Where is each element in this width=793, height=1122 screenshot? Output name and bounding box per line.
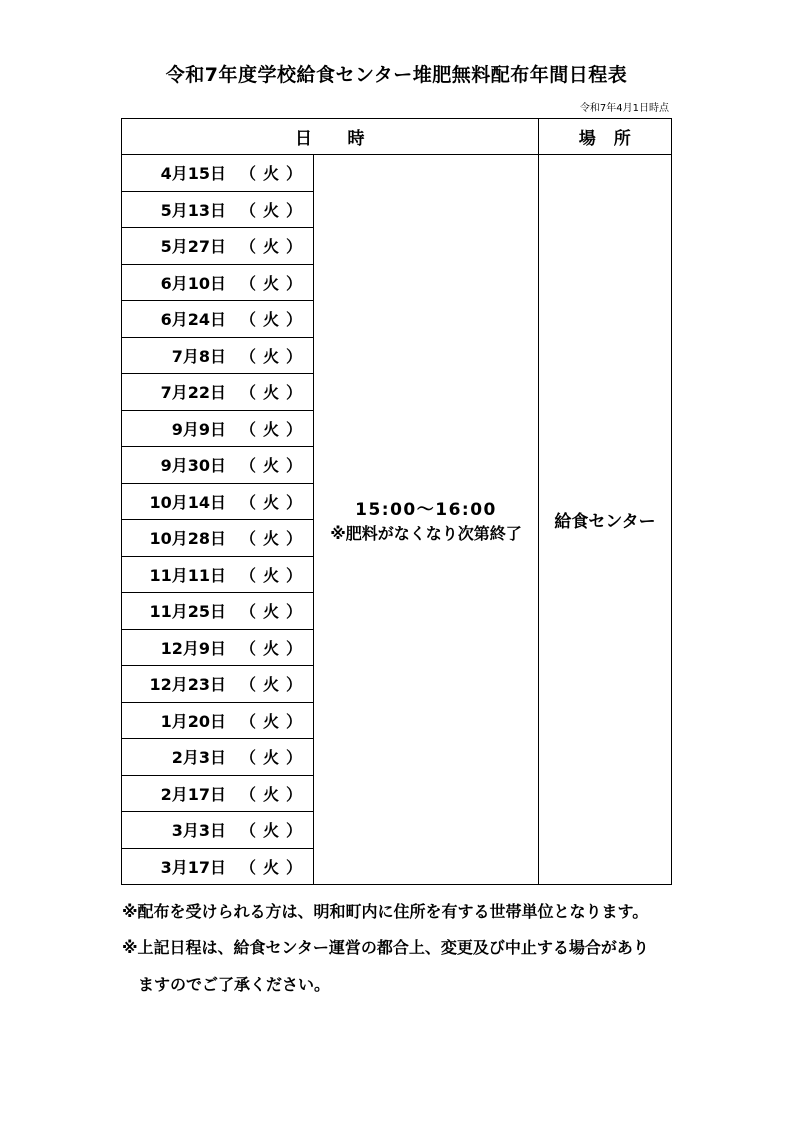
date-text: 9月30日 [160,456,226,476]
date-text: 7月22日 [160,383,226,403]
date-text: 7月8日 [171,346,226,366]
paren-open: （ [239,273,256,293]
date-cell [122,593,314,630]
paren-open: （ [239,748,256,768]
date-cell [122,520,314,557]
day-of-week: 火 [262,383,279,403]
paren-open: （ [239,529,256,549]
day-of-week: 火 [262,164,279,184]
date-text: 5月27日 [160,237,226,257]
date-cell [122,447,314,484]
paren-open: （ [239,419,256,439]
paren-close: ） [286,529,303,549]
paren-close: ） [286,675,303,695]
date-cell [122,739,314,776]
date-cell [122,410,314,447]
paren-close: ） [286,602,303,622]
date-text: 9月9日 [171,419,226,439]
day-of-week: 火 [262,711,279,731]
paren-open: （ [239,164,256,184]
paren-open: （ [239,821,256,841]
note-schedule-change-line2: ますのでご了承ください。 [138,975,331,994]
day-of-week: 火 [262,784,279,804]
paren-close: ） [286,346,303,366]
paren-close: ） [286,711,303,731]
paren-open: （ [239,346,256,366]
day-of-week: 火 [262,456,279,476]
date-cell [122,301,314,338]
schedule-table [121,118,672,885]
date-cell [122,483,314,520]
date-text: 2月3日 [171,748,226,768]
paren-close: ） [286,273,303,293]
date-cell [122,374,314,411]
note-schedule-change-line1: ※上記日程は、給食センター運営の都合上、変更及び中止する場合があり [122,938,649,957]
paren-open: （ [239,237,256,257]
as-of-date: 令和7年4月1日時点 [579,103,669,114]
date-text: 6月24日 [160,310,226,330]
date-cell [122,155,314,192]
date-text: 4月15日 [160,164,226,184]
place-name: 給食センター [554,512,656,532]
day-of-week: 火 [262,565,279,585]
date-text: 6月10日 [160,273,226,293]
day-of-week: 火 [262,310,279,330]
date-cell [122,666,314,703]
header-datetime: 日 時 [122,119,539,155]
date-text: 11月11日 [149,565,226,585]
day-of-week: 火 [262,857,279,877]
day-of-week: 火 [262,273,279,293]
notes [122,902,722,1011]
time-cell [314,155,539,885]
date-cell [122,812,314,849]
paren-close: ） [286,821,303,841]
date-cell [122,629,314,666]
date-text: 10月28日 [149,529,226,549]
date-text: 3月3日 [171,821,226,841]
paren-open: （ [239,675,256,695]
paren-open: （ [239,492,256,512]
paren-close: ） [286,383,303,403]
date-cell [122,848,314,885]
paren-open: （ [239,784,256,804]
schedule-body [122,155,672,885]
day-of-week: 火 [262,638,279,658]
time-note: ※肥料がなくなり次第終了 [330,524,522,543]
paren-close: ） [286,456,303,476]
date-cell [122,775,314,812]
day-of-week: 火 [262,492,279,512]
day-of-week: 火 [262,748,279,768]
document-title: 令和7年度学校給食センター堆肥無料配布年間日程表 [165,64,628,86]
date-text: 11月25日 [149,602,226,622]
paren-open: （ [239,383,256,403]
paren-open: （ [239,638,256,658]
day-of-week: 火 [262,602,279,622]
date-cell [122,191,314,228]
paren-close: ） [286,492,303,512]
paren-close: ） [286,565,303,585]
day-of-week: 火 [262,821,279,841]
table-row [122,155,672,192]
paren-open: （ [239,602,256,622]
paren-close: ） [286,857,303,877]
date-cell [122,337,314,374]
paren-close: ） [286,200,303,220]
paren-open: （ [239,857,256,877]
paren-close: ） [286,638,303,658]
paren-close: ） [286,164,303,184]
paren-close: ） [286,419,303,439]
date-text: 12月9日 [160,638,226,658]
paren-close: ） [286,784,303,804]
date-text: 2月17日 [160,784,226,804]
paren-open: （ [239,200,256,220]
date-text: 3月17日 [160,857,226,877]
paren-open: （ [239,711,256,731]
day-of-week: 火 [262,675,279,695]
date-text: 12月23日 [149,675,226,695]
day-of-week: 火 [262,346,279,366]
day-of-week: 火 [262,237,279,257]
header-place: 場 所 [539,119,672,155]
paren-close: ） [286,237,303,257]
note-schedule-change [122,938,722,995]
date-cell [122,556,314,593]
paren-open: （ [239,565,256,585]
paren-close: ） [286,748,303,768]
day-of-week: 火 [262,200,279,220]
date-text: 10月14日 [149,492,226,512]
paren-open: （ [239,310,256,330]
paren-open: （ [239,456,256,476]
paren-close: ） [286,310,303,330]
day-of-week: 火 [262,529,279,549]
date-text: 1月20日 [160,711,226,731]
day-of-week: 火 [262,419,279,439]
note-residency: ※配布を受けられる方は、明和町内に住所を有する世帯単位となります。 [122,902,649,921]
date-cell [122,264,314,301]
header-row [122,119,672,155]
place-cell [539,155,672,885]
date-cell [122,228,314,265]
time-range: 15:00～16:00 [355,500,497,520]
date-cell [122,702,314,739]
date-text: 5月13日 [160,200,226,220]
